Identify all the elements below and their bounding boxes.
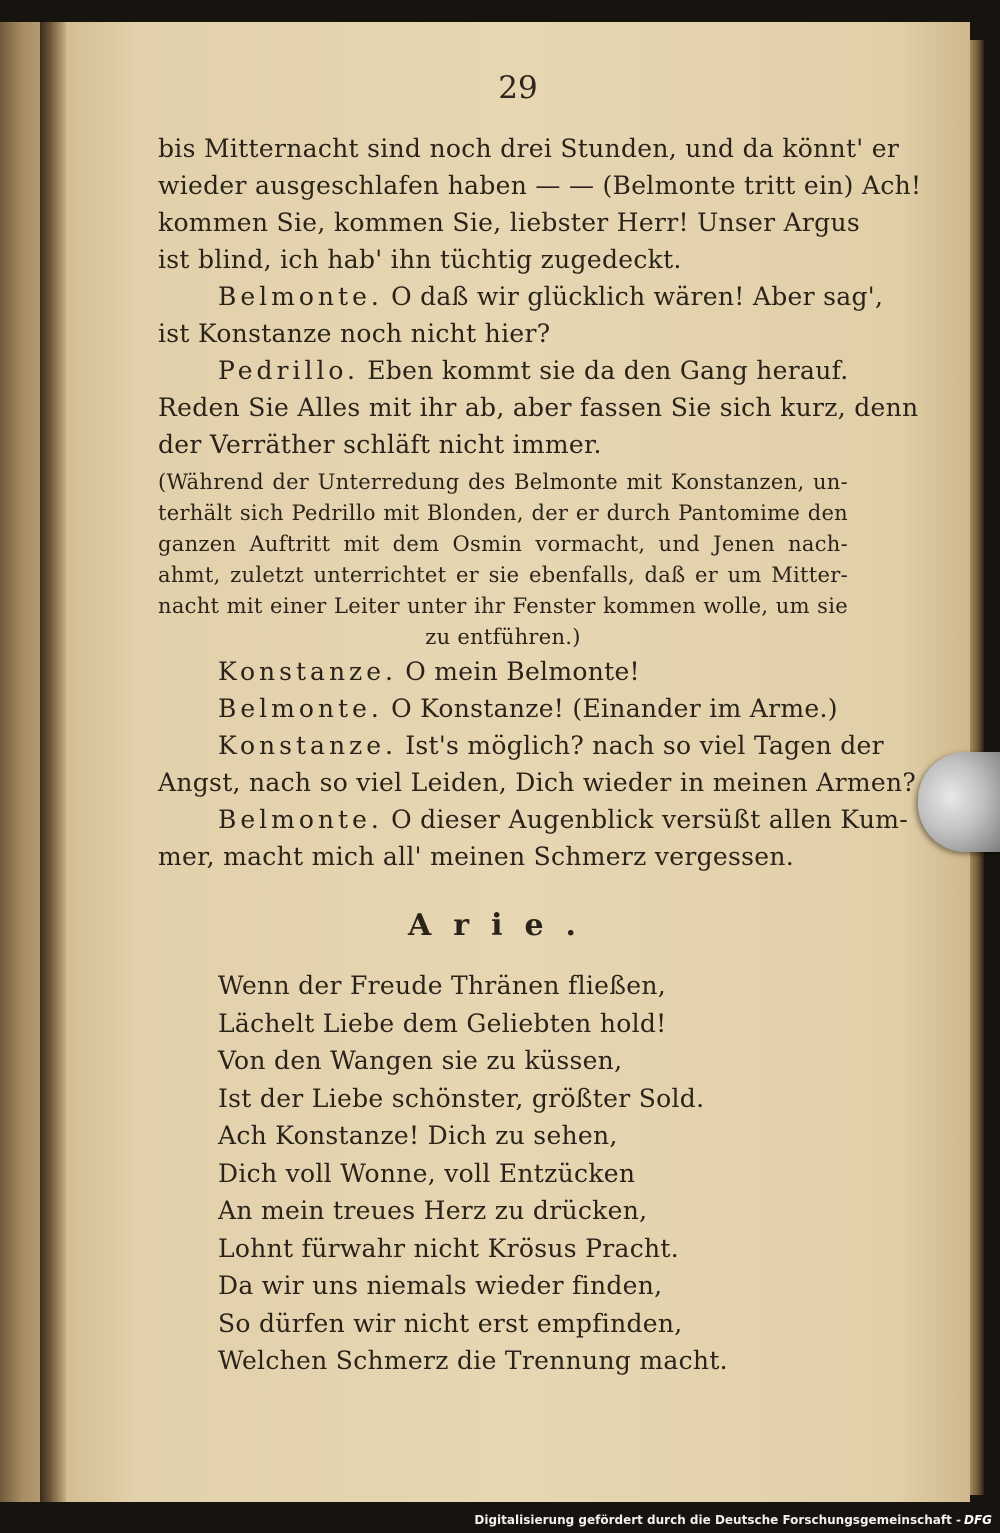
verse-line: Lächelt Liebe dem Geliebten hold! — [218, 1008, 667, 1038]
speaker-name: Belmonte. — [218, 694, 383, 723]
dfg-logo: DFG — [963, 1513, 992, 1527]
verse-line: Welchen Schmerz die Trennung macht. — [218, 1346, 728, 1375]
dialogue-line: Reden Sie Alles mit ihr ab, aber fassen Sie sich kurz, denn — [158, 393, 919, 422]
verse-line: So dürfen wir nicht erst empfinden, — [218, 1308, 683, 1338]
dialogue-line: mer, macht mich all' meinen Schmerz vergessen. — [158, 842, 794, 871]
body-line: bis Mitternacht sind noch drei Stunden, und da könnt' er — [158, 134, 900, 163]
spoken-text: O Konstanze! (Einander im Arme.) — [391, 694, 838, 723]
speaker-name: Belmonte. — [218, 805, 383, 834]
footer-text: Digitalisierung gefördert durch die Deutsche Forschungsgemeinschaft - — [474, 1513, 961, 1527]
dialogue-line — [158, 801, 908, 838]
stage-direction-line: (Während der Unterredung des Belmonte mit Konstanzen, un- — [158, 470, 848, 494]
book-page — [66, 22, 970, 1502]
verse-line: Lohnt fürwahr nicht Krösus Pracht. — [218, 1233, 680, 1263]
stage-direction-line: ganzen Auftritt mit dem Osmin vormacht, und Jenen nach- — [158, 532, 848, 556]
body-line: ist blind, ich hab' ihn tüchtig zugedeckt. — [158, 245, 682, 274]
facing-page-edge — [0, 22, 40, 1502]
aria-verse — [158, 967, 848, 1380]
verse-line: Ist der Liebe schönster, größter Sold. — [218, 1083, 705, 1113]
page-text — [158, 130, 922, 1380]
book-gutter — [40, 22, 66, 1502]
verse-line: Da wir uns niemals wieder finden, — [218, 1271, 663, 1300]
dialogue-line — [158, 278, 884, 315]
aria-heading: Arie. — [407, 908, 598, 943]
speaker-name: Konstanze. — [218, 731, 397, 760]
spoken-text: O daß wir glücklich wären! Aber sag', — [391, 282, 884, 311]
dialogue-line — [158, 352, 848, 389]
digitization-footer — [474, 1513, 992, 1527]
spoken-text: O mein Belmonte! — [405, 657, 640, 686]
verse-line: Ach Konstanze! Dich zu sehen, — [218, 1121, 618, 1150]
verse-line: Von den Wangen sie zu küssen, — [218, 1046, 623, 1075]
page-clip-tab — [918, 752, 1000, 852]
stage-direction-line: ahmt, zuletzt unterrichtet er sie ebenfalls, daß er um Mitter- — [158, 563, 848, 587]
stage-direction-line: nacht mit einer Leiter unter ihr Fenster kommen wolle, um sie — [158, 594, 848, 618]
dialogue-line — [158, 653, 848, 690]
dialogue-line: Angst, nach so viel Leiden, Dich wieder in meinen Armen? — [158, 768, 917, 797]
spoken-text: O dieser Augenblick versüßt allen Kum- — [391, 805, 908, 834]
verse-line: Dich voll Wonne, voll Entzücken — [218, 1158, 636, 1188]
dialogue-line — [158, 727, 884, 764]
stage-direction-line: zu entführen.) — [425, 625, 581, 649]
verse-line: An mein treues Herz zu drücken, — [218, 1196, 648, 1225]
dialogue-line — [158, 690, 848, 727]
speaker-name: Konstanze. — [218, 657, 397, 686]
speaker-name: Belmonte. — [218, 282, 383, 311]
verse-line: Wenn der Freude Thränen fließen, — [218, 971, 666, 1000]
body-line: wieder ausgeschlafen haben — — (Belmonte tritt ein) Ach! — [158, 171, 922, 200]
stage-direction — [158, 467, 848, 653]
page-number: 29 — [498, 70, 538, 106]
dialogue-line: der Verräther schläft nicht immer. — [158, 430, 602, 459]
stage-direction-line: terhält sich Pedrillo mit Blonden, der er durch Pantomime den — [158, 501, 848, 525]
spoken-text: Ist's möglich? nach so viel Tagen der — [405, 731, 884, 760]
spoken-text: Eben kommt sie da den Gang herauf. — [367, 356, 849, 385]
speaker-name: Pedrillo. — [218, 356, 359, 385]
dialogue-line: ist Konstanze noch nicht hier? — [158, 319, 551, 348]
body-line: kommen Sie, kommen Sie, liebster Herr! Unser Argus — [158, 208, 861, 237]
